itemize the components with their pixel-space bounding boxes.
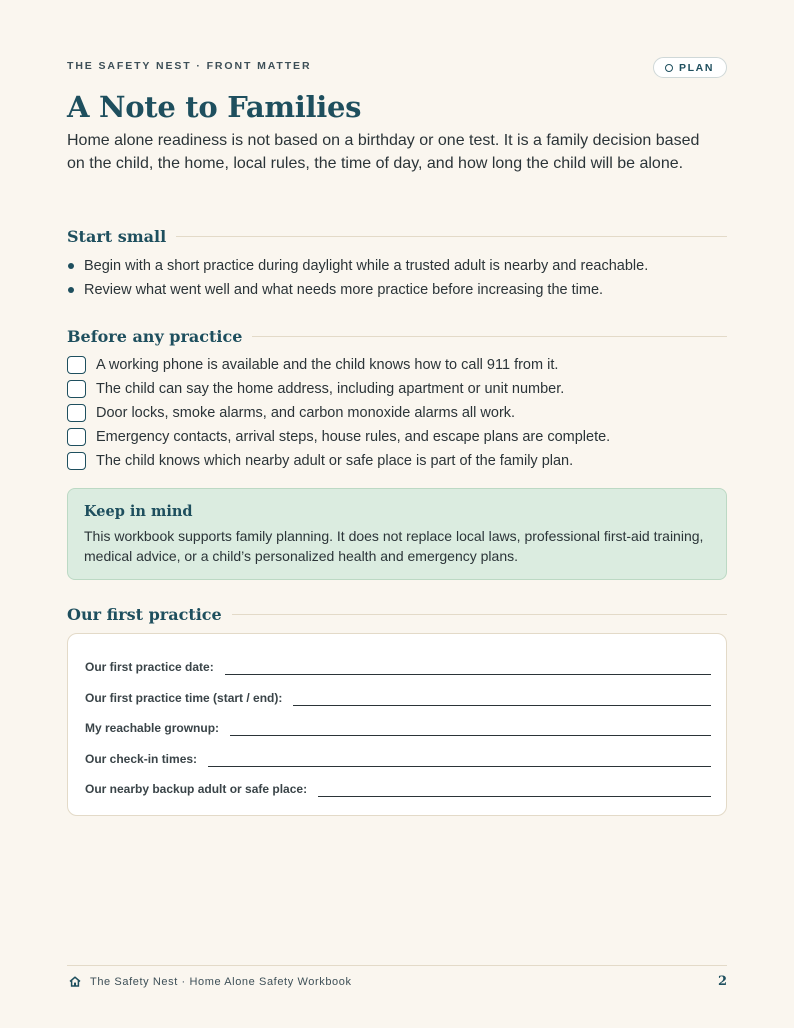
- start-small-title: Start small: [67, 226, 167, 246]
- checklist-item-text: Door locks, smoke alarms, and carbon monoxide alarms all work.: [96, 405, 516, 421]
- bullet-icon: [68, 287, 74, 293]
- list-item-text: Begin with a short practice during daylight while a trusted adult is nearby and reachable.: [84, 258, 649, 274]
- section-divider: [252, 336, 727, 337]
- first-practice-title: Our first practice: [67, 604, 222, 624]
- first-practice-form: [67, 633, 727, 816]
- check-in-times-line[interactable]: [208, 766, 711, 767]
- backup-adult-line[interactable]: [318, 796, 711, 797]
- reachable-grownup-line[interactable]: [230, 735, 711, 736]
- practice-time-line[interactable]: [293, 705, 711, 706]
- list-item: [67, 254, 648, 278]
- before-practice-checklist: [67, 353, 610, 473]
- checklist-item: [67, 449, 610, 473]
- checkbox[interactable]: [67, 404, 86, 422]
- bullet-icon: [68, 263, 74, 269]
- form-field: [85, 656, 711, 676]
- form-field-label: Our check-in times:: [85, 752, 198, 766]
- checklist-item-text: The child can say the home address, including apartment or unit number.: [96, 381, 565, 397]
- page-number: 2: [717, 974, 727, 989]
- checkbox[interactable]: [67, 356, 86, 374]
- callout-title: Keep in mind: [84, 503, 193, 520]
- form-field: [85, 687, 711, 707]
- page-header: [67, 57, 727, 78]
- intro-paragraph: Home alone readiness is not based on a birthday or one test. It is a family decision based on the child, the home, local rules, the time of day, and how long the child will be alone.: [67, 132, 700, 172]
- circle-icon: [665, 64, 673, 72]
- keep-in-mind-callout: [67, 488, 727, 580]
- form-field: [85, 717, 711, 737]
- plan-badge: [653, 57, 727, 78]
- checklist-item-text: The child knows which nearby adult or safe place is part of the family plan.: [96, 453, 574, 469]
- callout-body: This workbook supports family planning. It does not replace local laws, professional first-aid training, medical advice, or a child’s personalized health and emergency plans.: [84, 528, 704, 564]
- form-field-label: My reachable grownup:: [85, 721, 220, 735]
- footer-text: The Safety Nest · Home Alone Safety Workbook: [90, 976, 352, 988]
- section-divider: [176, 236, 727, 237]
- list-item: [67, 278, 648, 302]
- start-small-list: [67, 254, 648, 302]
- form-field-label: Our first practice time (start / end):: [85, 691, 283, 705]
- before-practice-title: Before any practice: [67, 326, 243, 346]
- form-field-label: Our first practice date:: [85, 660, 214, 674]
- form-field: [85, 778, 711, 798]
- form-field: [85, 748, 711, 768]
- page-footer: [67, 965, 727, 995]
- section-kicker: THE SAFETY NEST · FRONT MATTER: [67, 60, 312, 72]
- plan-badge-label: PLAN: [679, 61, 714, 74]
- section-divider: [232, 614, 727, 615]
- checkbox[interactable]: [67, 380, 86, 398]
- checklist-item-text: A working phone is available and the child knows how to call 911 from it.: [96, 357, 559, 373]
- list-item-text: Review what went well and what needs more practice before increasing the time.: [84, 282, 604, 298]
- house-icon: [69, 976, 81, 987]
- page-title: A Note to Families: [67, 90, 362, 124]
- before-practice-heading: [67, 325, 727, 347]
- checklist-item: [67, 401, 610, 425]
- workbook-page: [67, 0, 727, 1028]
- practice-date-line[interactable]: [225, 674, 711, 675]
- checkbox[interactable]: [67, 452, 86, 470]
- start-small-heading: [67, 225, 727, 247]
- checklist-item: [67, 353, 610, 377]
- checklist-item: [67, 425, 610, 449]
- checkbox[interactable]: [67, 428, 86, 446]
- form-field-label: Our nearby backup adult or safe place:: [85, 782, 308, 796]
- checklist-item-text: Emergency contacts, arrival steps, house rules, and escape plans are complete.: [96, 429, 611, 445]
- first-practice-heading: [67, 603, 727, 625]
- checklist-item: [67, 377, 610, 401]
